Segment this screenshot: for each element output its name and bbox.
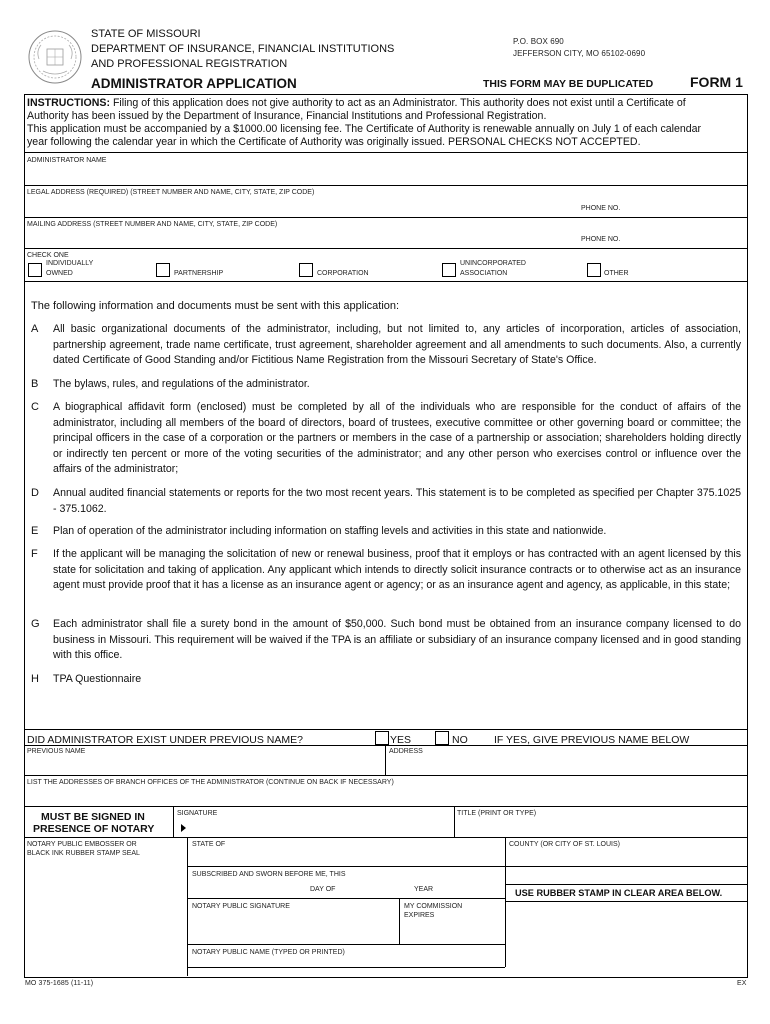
divider xyxy=(24,185,747,186)
item-letter: D xyxy=(31,487,39,499)
instructions-block xyxy=(27,97,745,149)
check-one-label: CHECK ONE xyxy=(27,252,69,259)
legal-address-label: LEGAL ADDRESS (REQUIRED) (STREET NUMBER AND NAME, CITY, STATE, ZIP CODE) xyxy=(27,189,315,196)
day-field[interactable] xyxy=(192,882,304,896)
seal-label-2: BLACK INK RUBBER STAMP SEAL xyxy=(27,850,140,857)
branch-offices-field[interactable] xyxy=(26,788,744,805)
divider xyxy=(385,745,386,775)
legal-address-field[interactable] xyxy=(26,198,566,215)
corporation-label: CORPORATION xyxy=(317,270,369,277)
item-letter: E xyxy=(31,525,39,537)
previous-name-label: PREVIOUS NAME xyxy=(27,748,86,755)
divider xyxy=(24,806,747,807)
individually-owned-checkbox[interactable] xyxy=(28,263,42,277)
divider xyxy=(24,775,747,776)
instructions-label: INSTRUCTIONS: xyxy=(27,97,110,109)
header-dept-line2: AND PROFESSIONAL REGISTRATION xyxy=(91,58,288,70)
divider xyxy=(505,884,747,885)
previous-name-yes-checkbox[interactable] xyxy=(375,731,389,745)
instructions-line1: Filing of this application does not give authority to act as an Administrator. This authority does not exist until a Certificate of xyxy=(112,97,686,109)
subscribed-label: SUBSCRIBED AND SWORN BEFORE ME, THIS xyxy=(192,871,346,878)
item-letter: A xyxy=(31,323,39,335)
commission-label-2: EXPIRES xyxy=(404,912,435,919)
form-title: ADMINISTRATOR APPLICATION xyxy=(91,76,297,91)
signature-arrow-icon xyxy=(181,824,186,832)
signature-field[interactable] xyxy=(190,818,450,836)
po-box: P.O. BOX 690 xyxy=(513,37,564,46)
state-of-field[interactable] xyxy=(191,850,501,866)
divider xyxy=(24,729,747,730)
mailing-address-label: MAILING ADDRESS (STREET NUMBER AND NAME, CITY, STATE, ZIP CODE) xyxy=(27,221,278,228)
instructions-line2: Authority has been issued by the Department of Insurance, Financial Institutions and Professional Registration. xyxy=(27,110,547,122)
divider xyxy=(505,901,747,902)
partnership-label: PARTNERSHIP xyxy=(174,270,224,277)
year-field[interactable] xyxy=(438,882,500,896)
document-item-d: Annual audited financial statements or reports for the two most recent years. This statement is to be completed as specified per Chapter 375.1025 - 375.1062. xyxy=(53,487,741,515)
unincorporated-label-1: UNINCORPORATED xyxy=(460,260,526,267)
notary-signature-field[interactable] xyxy=(191,912,396,942)
divider xyxy=(24,248,747,249)
partnership-checkbox[interactable] xyxy=(156,263,170,277)
document-item-c: A biographical affidavit form (enclosed) must be completed by all of the individuals who are responsible for the conduct of affairs of the administrator, including all members of the board of directors, board of trustees, executive committee or other governing board or committee; the principal officers in the case of a corporation or the partners or members in the case of a partnership or association; shareholders holding directly or indirectly ten percent or more of the voting securities of the administrator; and any other person who exercises control or influence over the affairs of the administrator; xyxy=(53,401,741,476)
phone-label-1: PHONE NO. xyxy=(581,205,621,212)
notary-notice-line2: PRESENCE OF NOTARY xyxy=(33,823,155,835)
corporation-checkbox[interactable] xyxy=(299,263,313,277)
county-field[interactable] xyxy=(508,850,743,866)
divider xyxy=(187,944,505,945)
document-item-f: If the applicant will be managing the solicitation of new or renewal business, proof that it employs or has contracted with an agent licensed by this state for solicitation and taking of application. Any applicant which intends to directly solicit insurance contracts or to otherwise act as an insurance agent must provide proof that it has a license as an insurance agent or agency; or as an insurance agent and agency, as applicable, in this state; xyxy=(53,548,741,592)
yes-label: YES xyxy=(390,734,412,746)
previous-address-label: ADDRESS xyxy=(389,748,423,755)
divider xyxy=(187,866,747,867)
previous-name-field[interactable] xyxy=(26,757,381,774)
admin-name-field[interactable] xyxy=(26,166,744,184)
item-letter: H xyxy=(31,673,39,685)
item-letter: C xyxy=(31,401,39,413)
other-checkbox[interactable] xyxy=(587,263,601,277)
seal-label-1: NOTARY PUBLIC EMBOSSER OR xyxy=(27,841,137,848)
county-label: COUNTY (OR CITY OF ST. LOUIS) xyxy=(509,841,620,848)
document-item-b: The bylaws, rules, and regulations of the administrator. xyxy=(53,378,310,390)
document-item-e: Plan of operation of the administrator including information on staffing levels and activities in this state and nationwide. xyxy=(53,525,607,537)
item-letter: G xyxy=(31,618,40,630)
state-seal xyxy=(27,29,83,85)
signature-label: SIGNATURE xyxy=(177,810,218,817)
previous-name-question: DID ADMINISTRATOR EXIST UNDER PREVIOUS NAME? xyxy=(27,734,303,746)
divider xyxy=(173,806,174,837)
divider xyxy=(24,837,747,838)
unincorporated-label-2: ASSOCIATION xyxy=(460,270,508,277)
previous-address-field[interactable] xyxy=(388,757,743,774)
divider xyxy=(24,217,747,218)
document-item-g: Each administrator shall file a surety bond in the amount of $50,000. Such bond must be obtained from an insurance company licensed to do business in Missouri. This requirement will be waived if the TPA is an affiliate or subsidiary of an insurance company licensed and in good standing with this office. xyxy=(53,618,741,662)
document-item-h: TPA Questionnaire xyxy=(53,673,142,685)
previous-name-no-checkbox[interactable] xyxy=(435,731,449,745)
divider xyxy=(399,898,400,944)
header-dept-line1: DEPARTMENT OF INSURANCE, FINANCIAL INSTITUTIONS xyxy=(91,43,395,55)
divider xyxy=(24,152,747,153)
if-yes-note: IF YES, GIVE PREVIOUS NAME BELOW xyxy=(494,734,690,746)
rubber-stamp-area xyxy=(508,903,744,973)
title-label: TITLE (PRINT OR TYPE) xyxy=(457,810,537,817)
item-letter: F xyxy=(31,548,38,560)
individually-owned-label-2: OWNED xyxy=(46,270,73,277)
form-number: FORM 1 xyxy=(690,74,743,90)
notary-notice-line1: MUST BE SIGNED IN xyxy=(41,811,145,823)
divider xyxy=(24,281,747,282)
form-code: MO 375-1685 (11-11) xyxy=(25,980,94,987)
header-state: STATE OF MISSOURI xyxy=(91,28,201,40)
item-letter: B xyxy=(31,378,39,390)
commission-label-1: MY COMMISSION xyxy=(404,903,463,910)
day-of-label: DAY OF xyxy=(310,886,336,893)
instructions-line3: This application must be accompanied by a $1000.00 licensing fee. The Certificate of Authority is renewable annually on July 1 of each calendar xyxy=(27,123,702,135)
unincorporated-association-checkbox[interactable] xyxy=(442,263,456,277)
notary-signature-label: NOTARY PUBLIC SIGNATURE xyxy=(192,903,290,910)
divider xyxy=(187,967,505,968)
no-label: NO xyxy=(452,734,468,746)
individually-owned-label-1: INDIVIDUALLY xyxy=(46,260,94,267)
branch-offices-label: LIST THE ADDRESSES OF BRANCH OFFICES OF THE ADMINISTRATOR (CONTINUE ON BACK IF NECESSARY) xyxy=(27,779,394,786)
instructions-line4: year following the calendar year in which the Certificate of Authority was originally issued. PERSONAL CHECKS NOT ACCEPTED. xyxy=(27,136,641,148)
document-item-a: All basic organizational documents of the administrator, including, but not limited to, any articles of incorporation, articles of association, partnership agreement, trade name certificate, trust agreement, shareholder agreement and all amendments to such documents. Also, a currently dated Certificate of Good Standing and/or Fictitious Name Registration from the Missouri Secretary of State's Office. xyxy=(53,323,741,367)
footer-ex: EX xyxy=(737,980,747,987)
mailing-address-field[interactable] xyxy=(26,230,566,247)
divider xyxy=(187,898,505,899)
phone-label-2: PHONE NO. xyxy=(581,236,621,243)
rubber-stamp-note: USE RUBBER STAMP IN CLEAR AREA BELOW. xyxy=(515,888,723,898)
state-of-label: STATE OF xyxy=(192,841,226,848)
commission-expires-field[interactable] xyxy=(403,922,501,942)
notary-name-label: NOTARY PUBLIC NAME (TYPED OR PRINTED) xyxy=(192,949,345,956)
year-label: YEAR xyxy=(414,886,434,893)
title-field[interactable] xyxy=(457,818,742,836)
divider xyxy=(454,806,455,837)
duplicated-note: THIS FORM MAY BE DUPLICATED xyxy=(483,78,654,90)
divider xyxy=(187,837,188,976)
documents-intro: The following information and documents must be sent with this application: xyxy=(31,300,400,312)
other-label: OTHER xyxy=(604,270,629,277)
month-field[interactable] xyxy=(340,882,410,896)
divider xyxy=(505,837,506,967)
admin-name-label: ADMINISTRATOR NAME xyxy=(27,157,107,164)
city-zip: JEFFERSON CITY, MO 65102-0690 xyxy=(513,49,646,58)
